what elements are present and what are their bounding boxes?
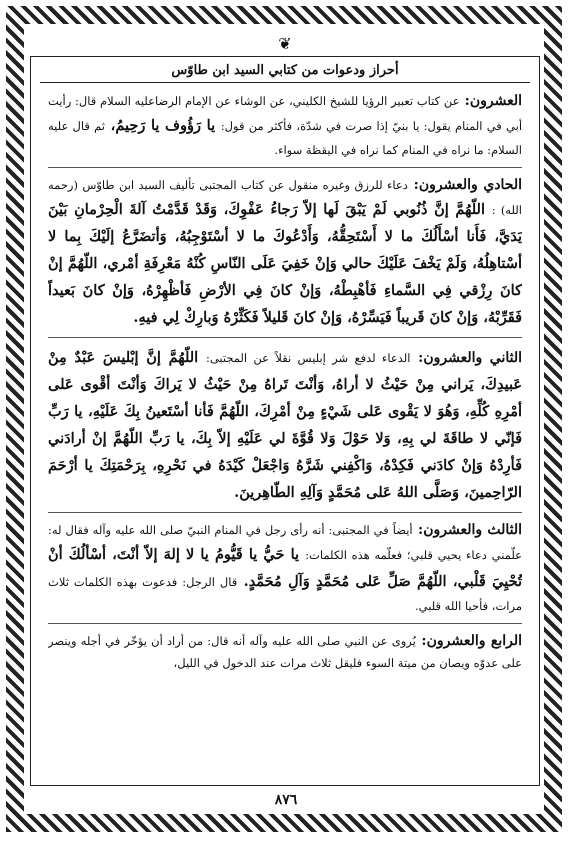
separator (48, 512, 522, 513)
separator (48, 167, 522, 168)
separator (48, 337, 522, 338)
section-text: قال الرجل: فدعوت بهذه الكلمات ثلاث مرات، فأحيا الله قلبي. (48, 575, 522, 613)
page-body (48, 90, 522, 770)
crown-ornament-icon: ❦ (278, 34, 292, 53)
section-title: الثاني والعشرون: (418, 350, 522, 366)
section-text: يُروى عن النبي صلى الله عليه وآله أنه قال: من أراد أن يؤخّر في أجله وينصر على عدوّه ويصان من ميتة السوء فليقل ثلاث مرات عند الدخول في الليل، (48, 634, 522, 670)
section-text: أيضاً في المجتبى: أنه رأى رجل في المنام النبيّ صلى الله عليه وآله فقال له: علّمني دعاء يحيي قلبي؛ فعلّمه هذه الكلمات: (48, 523, 522, 562)
separator (48, 623, 522, 624)
prayer-text: يا رَؤُوف يا رَحِيمُ، (110, 117, 216, 134)
prayer-text: يا حَيُّ يا قَيُّومُ يا لا إلهَ إلاّ أنْتَ، أسْألُكَ أنْ تُحْيِيَ قَلْبي، اللّهُمَّ صَلِّ عَلى مُحَمَّدٍ وَآلِ مُحَمَّدٍ. (48, 546, 522, 590)
prayer-text: اللّهُمَّ إنَّ إبْليسَ عَبْدٌ مِنْ عَبيدِكَ، يَراني مِنْ حَيْثُ لا أراهُ، وَأنْتَ تَراهُ مِنْ حَيْثُ لا يَراكَ وَأنْتَ أقْوى عَلى أمْرِهِ كُلِّهِ، وَهُوَ لا يَقْوى عَلى شَيْءٍ مِنْ أمْرِكَ، اللّهُمَّ فَأنا أسْتَعينُ بِكَ عَلَيْهِ، يا رَبِّ فَإنّي لا طاقَةَ لي بِهِ، وَلا حَوْلَ وَلا قُوَّةَ لي عَلَيْهِ إلاّ بِكَ، يا رَبِّ اللّهُمَّ إنْ أرادَني فَأرِدْهُ وَإنْ كادَني فَكِدْهُ، وَاكْفِني شَرَّهُ وَاجْعَلْ كَيْدَهُ في نَحْرِهِ، بِرَحْمَتِكَ يا أرْحَمَ الرّاحِمينَ، وَصَلَّى اللهُ عَلى مُحَمَّدٍ وَآلِهِ الطّاهِرينَ. (48, 349, 522, 501)
paragraph-22 (48, 344, 522, 506)
paragraph-21 (48, 174, 522, 331)
paragraph-20 (48, 90, 522, 161)
section-text: دعاء للرزق وغيره منقول عن كتاب المجتبى تأليف السيد ابن طاوّس (رحمه الله) : (48, 178, 522, 217)
page-number: ٨٧٦ (274, 792, 298, 808)
running-header: أحراز ودعوات من كتابي السيد ابن طاوّس (40, 60, 530, 83)
section-text: الدعاء لدفع شر إبليس نقلاً عن المجتبى: (205, 351, 411, 365)
section-text: عن كتاب تعبير الرؤيا للشيخ الكليني، عن الوشاء عن الإمام الرضاعليه السلام قال: رأيت أبي في المنام يقول: يا بنيّ إذا صرت في شدّة، فأكثر من قول: (48, 94, 522, 133)
paragraph-23 (48, 519, 522, 617)
paragraph-24 (48, 630, 522, 674)
section-title: الحادي والعشرون: (413, 177, 522, 193)
section-title: الرابع والعشرون: (421, 633, 522, 649)
prayer-text: اللّهُمَّ إنَّ ذُنُوبي لَمْ يَبْقَ لَها إلاّ رَجاءُ عَفْوِكَ، وَقَدْ قَدَّمْتُ آلةَ الْحِرْمانِ بَيْنَ يَدَيَّ، فَأَنا أسْأَلُكَ ما لا أَسْتَحِقُّهُ، وَأَدْعُوكَ ما لا أسْتَوْجِبُهُ، وَأتضَرَّعُ إلَيْكَ بِما لا أسْتاهِلُهُ، وَلَمْ يَخْفَ عَلَيْكَ حالي وَإنْ خَفِيَ عَلَى النّاسِ كُنْهُ مَعْرِفَةِ أمْري، اللّهُمَّ إنْ كانَ رِزْقي فِي السَّماءِ فَأهْبِطْهُ، وَإنْ كانَ فِي الأرْضِ فَأظْهِرْهُ، وَإنْ كانَ بَعيداً فَقَرِّبْهُ، وَإنْ كانَ قَريباً فَيَسِّرْهُ، وَإنْ كانَ قَليلاً فَكَثِّرْهُ وَبارِكْ لِي فيهِ. (48, 201, 522, 326)
section-title: العشرون: (464, 93, 522, 109)
section-text: ثم قال عليه السلام: ما نراه في المنام كما نراه في اليقظة سواء. (48, 119, 522, 157)
section-title: الثالث والعشرون: (418, 522, 522, 538)
